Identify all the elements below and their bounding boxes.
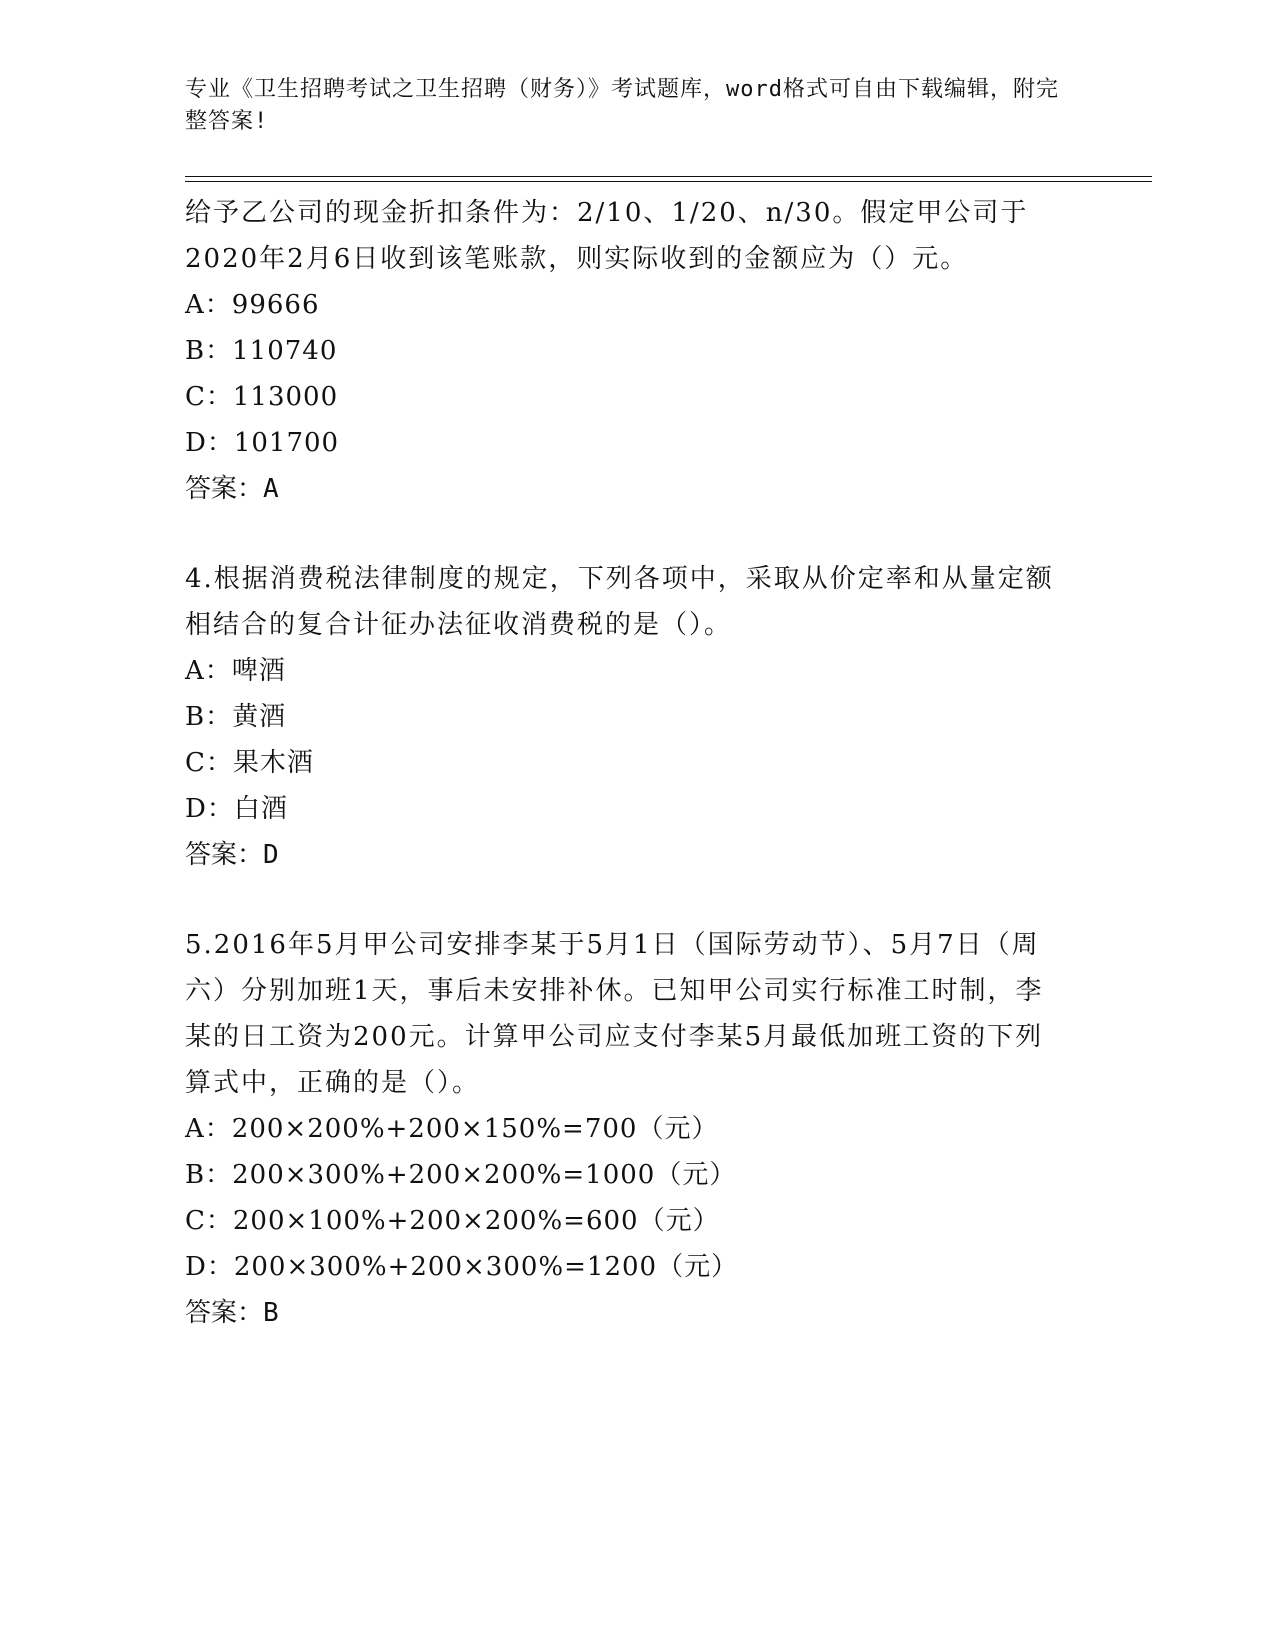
option-c: C：果木酒 — [185, 748, 314, 778]
option-b: B：110740 — [185, 336, 338, 366]
question-3 — [185, 190, 1065, 512]
question-stem: 5.2016年5月甲公司安排李某于5月1日（国际劳动节）、5月7日（周六）分别加班1天，事后未安排补休。已知甲公司实行标准工时制，李某的日工资为200元。计算甲公司应支付李某5月最低加班工资的下列算式中，正确的是（）。 — [185, 930, 1044, 1098]
question-spacer — [185, 878, 1065, 922]
answer-line: 答案：B — [185, 1298, 279, 1328]
option-a: A：99666 — [185, 290, 320, 320]
question-stem: 给予乙公司的现金折扣条件为：2/10、1/20、n/30。假定甲公司于2020年2月6日收到该笔账款，则实际收到的金额应为（）元。 — [185, 198, 1029, 274]
header-divider-bottom — [185, 181, 1152, 182]
option-a: A：啤酒 — [185, 656, 286, 686]
option-d: D：白酒 — [185, 794, 288, 824]
answer-line: 答案：A — [185, 474, 279, 504]
option-a: A：200×200%+200×150%=700（元） — [185, 1114, 719, 1144]
option-c: C：200×100%+200×200%=600（元） — [185, 1206, 720, 1236]
option-b: B：200×300%+200×200%=1000（元） — [185, 1160, 737, 1190]
question-4 — [185, 556, 1065, 878]
question-5 — [185, 922, 1065, 1336]
document-header: 专业《卫生招聘考试之卫生招聘（财务）》考试题库，word格式可自由下载编辑，附完整答案! — [185, 77, 1059, 134]
option-d: D：200×300%+200×300%=1200（元） — [185, 1252, 739, 1282]
option-d: D：101700 — [185, 428, 340, 458]
option-b: B：黄酒 — [185, 702, 287, 732]
option-c: C：113000 — [185, 382, 339, 412]
answer-line: 答案：D — [185, 840, 279, 870]
question-spacer — [185, 512, 1065, 556]
header-divider-top — [185, 176, 1152, 177]
question-list — [185, 190, 1065, 1336]
question-stem: 4.根据消费税法律制度的规定，下列各项中，采取从价定率和从量定额相结合的复合计征办法征收消费税的是（）。 — [185, 564, 1054, 640]
